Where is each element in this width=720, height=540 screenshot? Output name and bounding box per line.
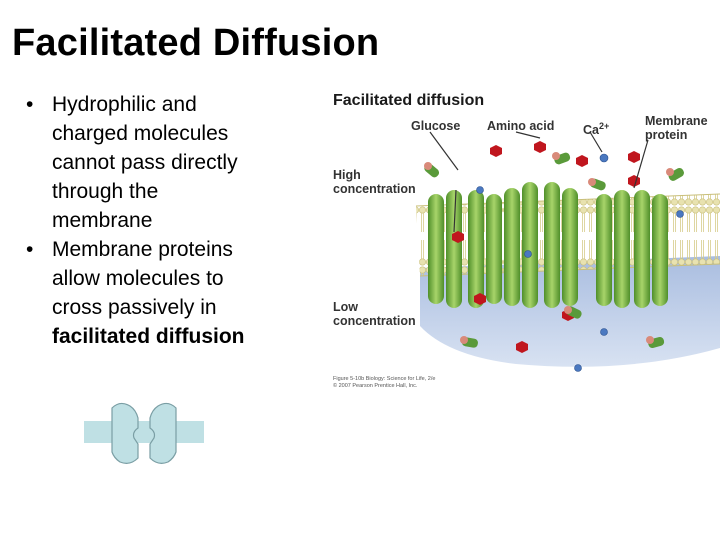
low-label-line1: Low bbox=[333, 300, 358, 314]
bullet-list bbox=[26, 90, 316, 351]
bullet-line: cannot pass directly bbox=[52, 151, 238, 174]
figure-title: Facilitated diffusion bbox=[333, 92, 485, 109]
high-label-line1: High bbox=[333, 168, 361, 182]
calcium-label bbox=[583, 119, 609, 137]
bullet-line: cross passively in bbox=[52, 296, 217, 319]
figure-credit bbox=[333, 376, 435, 390]
calcium-charge: 2+ bbox=[598, 121, 610, 131]
slide-title: Facilitated Diffusion bbox=[12, 22, 380, 64]
figure-credit-line1: Figure 5-10b Biology: Science for Life, 2/e bbox=[333, 376, 436, 382]
bullet-line: through the bbox=[52, 180, 159, 203]
mini-channel-diagram bbox=[84, 400, 204, 470]
bullet-marker: • bbox=[26, 238, 34, 261]
bullet-item bbox=[26, 90, 316, 235]
bullet-marker: • bbox=[26, 93, 34, 116]
bullet-line: allow molecules to bbox=[52, 267, 224, 290]
bullet-line: Hydrophilic and bbox=[52, 93, 197, 116]
bullet-line: Membrane proteins bbox=[52, 238, 233, 261]
low-concentration-label bbox=[333, 300, 416, 328]
bullet-line-bold: facilitated diffusion bbox=[52, 325, 245, 348]
calcium-symbol: Ca bbox=[583, 123, 599, 138]
membrane-protein-label bbox=[645, 114, 708, 142]
figure-credit-line2: © 2007 Pearson Prentice Hall, Inc. bbox=[333, 383, 418, 389]
high-label-line2: concentration bbox=[333, 182, 416, 196]
bullet-item bbox=[26, 235, 316, 351]
membrane-protein-label-line2: protein bbox=[645, 128, 688, 142]
facilitated-diffusion-figure bbox=[328, 86, 720, 396]
low-label-line2: concentration bbox=[333, 314, 416, 328]
amino-acid-label: Amino acid bbox=[487, 119, 555, 133]
bullet-line: charged molecules bbox=[52, 122, 229, 145]
bullet-line: membrane bbox=[52, 209, 153, 232]
membrane-protein-label-line1: Membrane bbox=[645, 114, 708, 128]
high-concentration-label bbox=[333, 168, 416, 196]
glucose-label: Glucose bbox=[411, 119, 461, 133]
